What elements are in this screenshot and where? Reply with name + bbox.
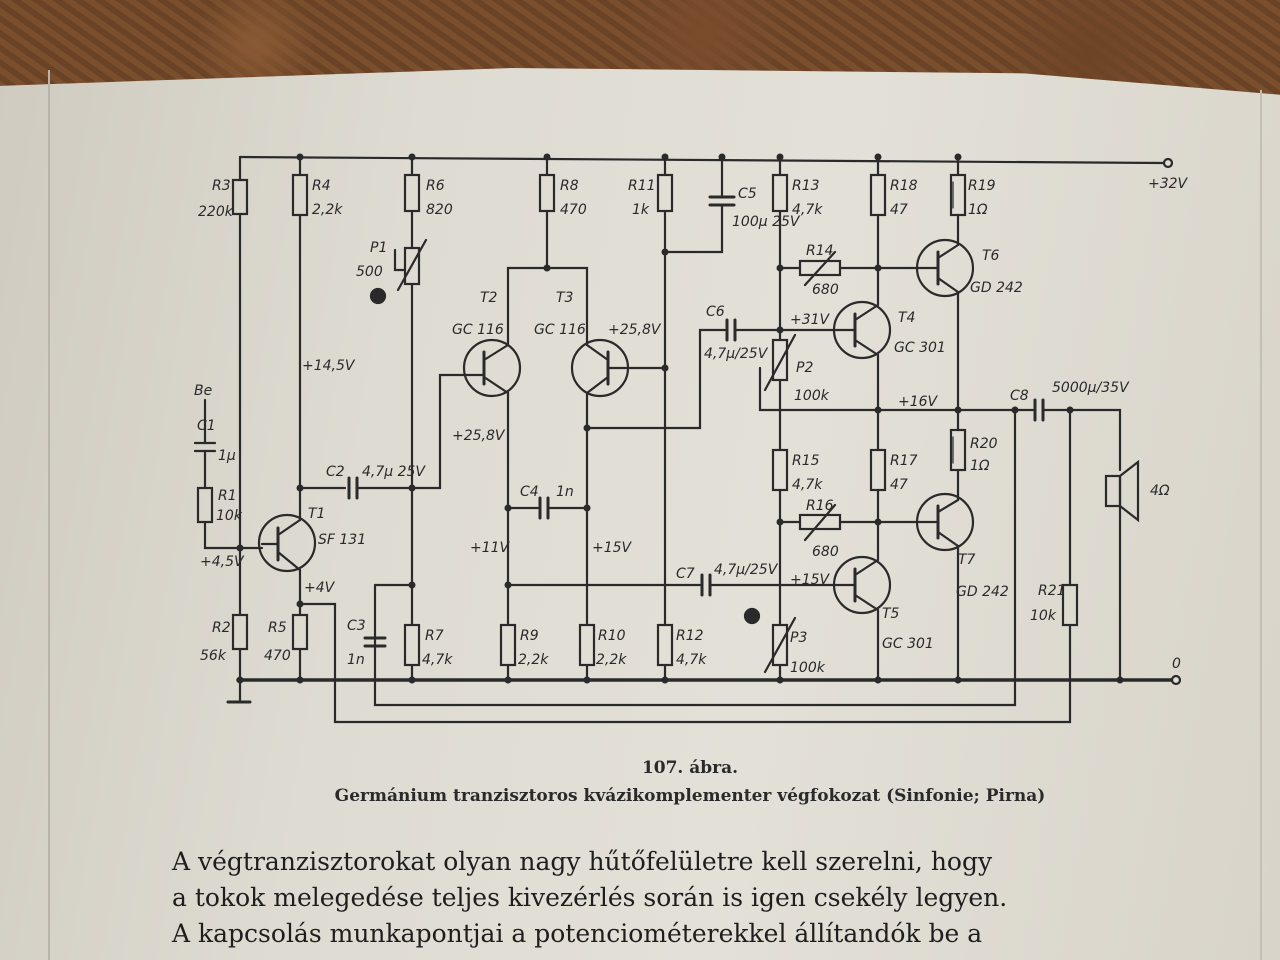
body-line-3: A kapcsolás munkapontjai a potenciométerekkel állítandók be a <box>172 919 983 948</box>
R8-ref: R8 <box>560 178 579 194</box>
R18-value: 47 <box>890 202 908 218</box>
T7-type: GD 242 <box>956 584 1009 600</box>
T1-type: SF 131 <box>318 532 367 548</box>
R4 <box>293 175 307 215</box>
T4-ref: T4 <box>898 310 916 326</box>
R20-value: 1Ω <box>970 458 990 474</box>
C5-value: 100μ 25V <box>732 214 800 230</box>
R11 <box>658 175 672 211</box>
C6-value: 4,7μ/25V <box>704 346 768 362</box>
junction-dots <box>237 154 1124 684</box>
R12-ref: R12 <box>676 628 704 644</box>
T2-type: GC 116 <box>452 322 504 338</box>
R4-ref: R4 <box>312 178 331 194</box>
voltage-14-5: +14,5V <box>302 358 355 374</box>
voltage-25-8-b: +25,8V <box>608 322 661 338</box>
P1-ref: P1 <box>370 240 388 256</box>
voltage-31: +31V <box>790 312 830 328</box>
R12-value: 4,7k <box>676 652 707 668</box>
voltage-16: +16V <box>898 394 938 410</box>
voltage-4: +4V <box>304 580 335 596</box>
R5-ref: R5 <box>268 620 287 636</box>
ground-label: 0 <box>1172 656 1181 672</box>
T3-ref: T3 <box>556 290 574 306</box>
R4-value: 2,2k <box>312 202 343 218</box>
R10-value: 2,2k <box>596 652 627 668</box>
C3-value: 1n <box>347 652 365 668</box>
C1-ref: C1 <box>197 418 216 434</box>
R15-value: 4,7k <box>792 477 823 493</box>
T6-ref: T6 <box>982 248 1000 264</box>
R2-value: 56k <box>200 648 226 664</box>
R14-value: 680 <box>812 282 839 298</box>
T3-type: GC 116 <box>534 322 586 338</box>
R15-ref: R15 <box>792 453 820 469</box>
R20-ref: R20 <box>970 436 998 452</box>
C7-value: 4,7μ/25V <box>714 562 778 578</box>
C6-ref: C6 <box>706 304 725 320</box>
C8-value: 5000μ/35V <box>1052 380 1129 396</box>
ground-terminal <box>1172 676 1180 684</box>
T7-ref: T7 <box>958 552 976 568</box>
R21-value: 10k <box>1030 608 1056 624</box>
R10 <box>580 625 594 665</box>
C7-ref: C7 <box>676 566 695 582</box>
supply-rail <box>240 157 1165 163</box>
figure-caption: Germánium tranzisztoros kvázikomplementer végfokozat (Sinfonie; Pirna) <box>334 786 1046 806</box>
R6-value: 820 <box>426 202 453 218</box>
R8-value: 470 <box>560 202 587 218</box>
C1-value: 1μ <box>218 448 236 464</box>
T5-ref: T5 <box>882 606 900 622</box>
R17-value: 47 <box>890 477 908 493</box>
R7-ref: R7 <box>425 628 444 644</box>
R15 <box>773 450 787 490</box>
voltage-15-b: +15V <box>790 572 830 588</box>
C3-ref: C3 <box>347 618 366 634</box>
R21-ref: R21 <box>1038 583 1066 599</box>
R5 <box>293 615 307 649</box>
R17-ref: R17 <box>890 453 918 469</box>
R19-ref: R19 <box>968 178 996 194</box>
R13-ref: R13 <box>792 178 820 194</box>
R16-ref: R16 <box>806 498 834 514</box>
R11-ref: R11 <box>628 178 656 194</box>
R8 <box>540 175 554 211</box>
C2-ref: C2 <box>326 464 345 480</box>
T6-type: GD 242 <box>970 280 1023 296</box>
T5-type: GC 301 <box>882 636 934 652</box>
P2-ref: P2 <box>796 360 814 376</box>
R2 <box>233 615 247 649</box>
P3-ref: P3 <box>790 630 808 646</box>
R3-ref: R3 <box>212 178 231 194</box>
body-line-2: a tokok melegedése teljes kivezérlés során is igen csekély legyen. <box>172 883 1008 912</box>
P2-value: 100k <box>794 388 829 404</box>
T1-ref: T1 <box>308 506 326 522</box>
R2-ref: R2 <box>212 620 231 636</box>
R6-ref: R6 <box>426 178 445 194</box>
R3-value: 220k <box>198 204 233 220</box>
R3 <box>233 180 247 214</box>
R7-value: 4,7k <box>422 652 453 668</box>
P3-value: 100k <box>790 660 825 676</box>
C2-value: 4,7μ 25V <box>362 464 426 480</box>
R7 <box>405 625 419 665</box>
R16-value: 680 <box>812 544 839 560</box>
R1-value: 10k <box>216 508 242 524</box>
C4-ref: C4 <box>520 484 539 500</box>
R9 <box>501 625 515 665</box>
speaker-cone <box>1120 462 1138 520</box>
R9-ref: R9 <box>520 628 539 644</box>
T2 <box>464 340 520 396</box>
voltage-11: +11V <box>470 540 510 556</box>
R5-value: 470 <box>264 648 291 664</box>
T4-type: GC 301 <box>894 340 946 356</box>
P3-adjust-knob <box>745 609 759 623</box>
R9-value: 2,2k <box>518 652 549 668</box>
R10-ref: R10 <box>598 628 626 644</box>
R1 <box>198 488 212 522</box>
supply-label: +32V <box>1148 176 1188 192</box>
R17 <box>871 450 885 490</box>
voltage-25-8-a: +25,8V <box>452 428 505 444</box>
R14-ref: R14 <box>806 243 834 259</box>
voltage-4-5: +4,5V <box>200 554 244 570</box>
C4-value: 1n <box>556 484 574 500</box>
body-paragraph <box>172 844 1212 952</box>
P1-adjust-knob <box>371 289 385 303</box>
speaker-magnet <box>1106 476 1120 506</box>
C5-ref: C5 <box>738 186 757 202</box>
R12 <box>658 625 672 665</box>
voltage-15-a: +15V <box>592 540 632 556</box>
R13 <box>773 175 787 211</box>
R18 <box>871 175 885 215</box>
R13-value: 4,7k <box>792 202 823 218</box>
input-label: Be <box>194 383 213 399</box>
C8-ref: C8 <box>1010 388 1029 404</box>
P2 <box>773 340 787 380</box>
T2-ref: T2 <box>480 290 498 306</box>
supply-terminal <box>1164 159 1172 167</box>
R19-value: 1Ω <box>968 202 988 218</box>
body-line-1: A végtranzisztorokat olyan nagy hűtőfelületre kell szerelni, hogy <box>172 847 993 876</box>
speaker-label: 4Ω <box>1150 483 1170 499</box>
R6 <box>405 175 419 211</box>
R11-value: 1k <box>632 202 650 218</box>
figure-number: 107. ábra. <box>641 758 739 778</box>
R1-ref: R1 <box>218 488 237 504</box>
R18-ref: R18 <box>890 178 918 194</box>
P1-value: 500 <box>356 264 383 280</box>
